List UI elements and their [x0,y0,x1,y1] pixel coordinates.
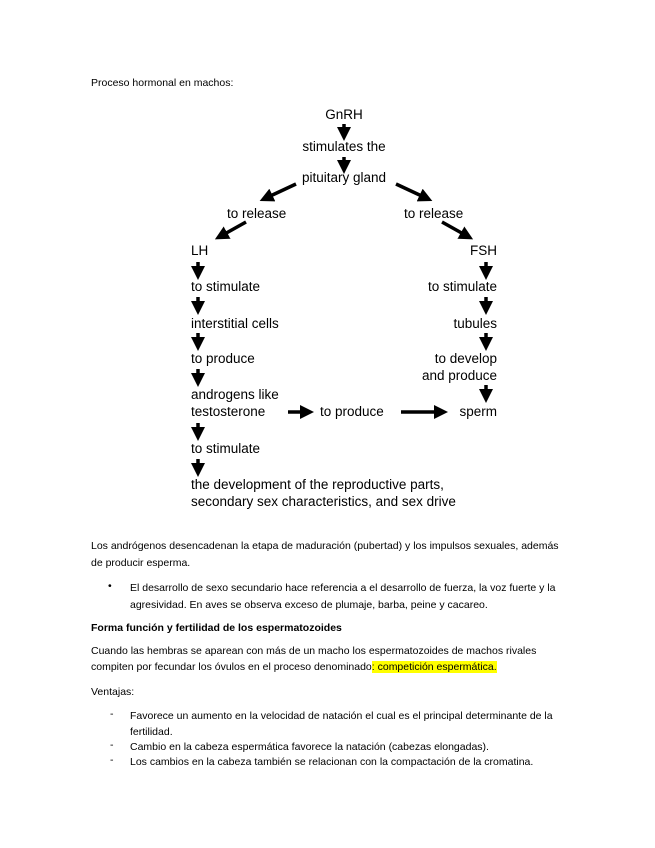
development-line-1: the development of the reproductive parts, [191,477,444,492]
dash-marker-2: - [110,739,114,751]
middle-to-produce-label: to produce [320,404,384,419]
left-step-androgens-like: androgens like [191,387,279,402]
dash-marker-1: - [110,708,114,720]
arrow-pituitary-left [266,184,296,198]
bullet-secondary-line-2: agresividad. En aves se observa exceso de plumaje, barba, peine y cacareo. [130,599,488,611]
right-step-and-produce: and produce [421,368,497,383]
fsh-label: FSH [470,243,497,258]
left-step-to-stimulate-2: to stimulate [191,441,261,456]
gnrh-label: GnRH [325,107,363,122]
bullet-marker: • [108,580,112,592]
ventajas-label: Ventajas: [91,686,135,698]
development-line-2: secondary sex characteristics, and sex drive [191,494,456,509]
ventaja-3: Los cambios en la cabeza también se relacionan con la compactación de la cromatina. [130,756,534,768]
left-release-label: to release [227,206,287,221]
ventaja-1-line-1: Favorece un aumento en la velocidad de natación el cual es el principal determinante de la [130,710,553,722]
right-release-label: to release [404,206,464,221]
ventaja-1-line-2: fertilidad. [130,726,173,738]
paragraph-competition-line-2 [91,659,497,676]
arrow-release-fsh [442,222,467,236]
pituitary-gland-label: pituitary gland [301,170,387,185]
paragraph-competition-line-1: Cuando las hembras se aparean con más de un macho los espermatozoides de machos rivales [91,645,537,657]
paragraph-androgens-line-1: Los andrógenos desencadenan la etapa de maduración (pubertad) y los impulsos sexuales, además [91,540,559,552]
stimulates-the-label: stimulates the [302,139,386,154]
paragraph-androgens-line-2: de producir esperma. [91,557,191,569]
paragraph-competition-text: compiten por fecundar los óvulos en el proceso denominado [91,661,372,673]
left-step-interstitial-cells: interstitial cells [191,316,279,331]
arrow-pituitary-right [396,184,426,198]
dash-marker-3: - [110,754,114,766]
section-title: Forma función y fertilidad de los espermatozoides [91,622,342,634]
page-heading: Proceso hormonal en machos: [91,77,234,89]
lh-label: LH [191,243,209,258]
left-step-to-stimulate: to stimulate [191,279,261,294]
right-step-sperm: sperm [459,404,497,419]
left-step-testosterone: testosterone [191,404,266,419]
ventaja-2: Cambio en la cabeza espermática favorece la natación (cabezas elongadas). [130,741,489,753]
highlighted-term: : competición espermática. [371,661,497,673]
bullet-secondary-line-1: El desarrollo de sexo secundario hace referencia a el desarrollo de fuerza, la voz fuerte y la [130,582,556,594]
right-step-tubules: tubules [453,316,497,331]
right-step-to-stimulate: to stimulate [427,279,497,294]
arrow-release-lh [221,222,246,236]
left-step-to-produce: to produce [191,351,255,366]
right-step-to-develop: to develop [434,351,497,366]
